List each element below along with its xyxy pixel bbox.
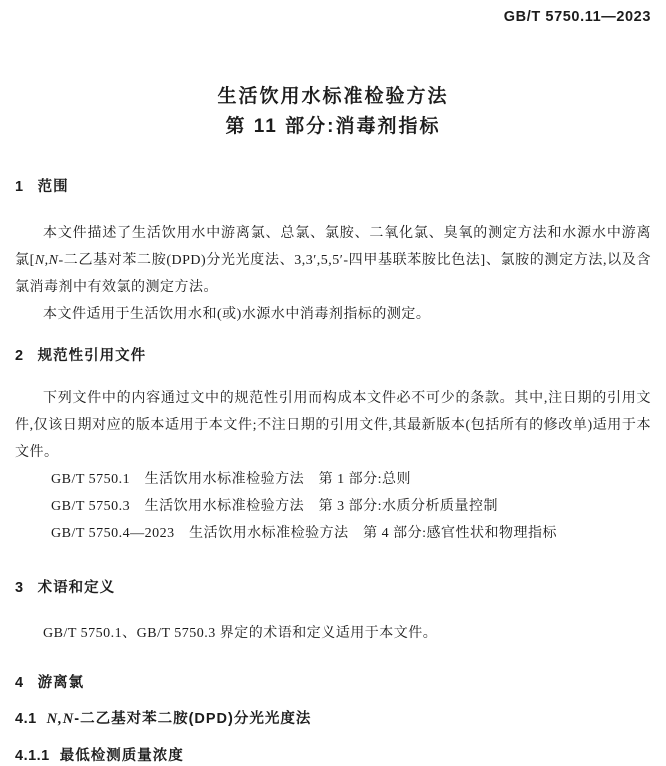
subsection-heading-min-detection [15,747,651,766]
section-heading-label: 范围 [37,179,69,195]
scope-paragraph-1-italic: N,N [34,253,59,268]
subsection-heading-italic: N,N [46,711,75,727]
subsection-number: 4.1.1 [15,748,50,764]
subsection-heading-label: -二乙基对苯二胺(DPD)分光光度法 [74,711,312,727]
section-number: 2 [15,348,24,364]
scope-paragraph-1-text-b: -二乙基对苯二胺(DPD)分光光度法、3,3′,5,5′-四甲基联苯胺比色法]、氯胺的测定方法,以及含氯消毒剂中有效氯的测定方法。 [15,253,651,295]
section-heading-normative-references [15,347,651,366]
subsection-heading-dpd-method [15,710,651,729]
document-title-line2: 第 11 部分:消毒剂指标 [225,116,441,137]
section-heading-label: 游离氯 [37,675,85,691]
standard-code: GB/T 5750.11—2023 [503,9,651,25]
section-number: 3 [15,580,24,596]
subsection-heading-label: 最低检测质量浓度 [59,748,184,764]
scope-paragraph-2: 本文件适用于生活饮用水和(或)水源水中消毒剂指标的测定。 [43,307,431,322]
section-heading-free-chlorine [15,674,651,693]
document-title-line1: 生活饮用水标准检验方法 [217,86,449,107]
section-heading-scope [15,178,651,197]
terms-paragraph: GB/T 5750.1、GB/T 5750.3 界定的术语和定义适用于本文件。 [43,626,438,641]
reference-item: GB/T 5750.1 生活饮用水标准检验方法 第 1 部分:总则 [51,472,412,487]
section-number: 1 [15,179,24,195]
scope-paragraph-1-text-a: 本文件描述了生活饮用水中游离氯、总氯、氯胺、二氧化氯、臭氧的测定方法和水源水中游离氯[ [15,226,651,268]
section-heading-label: 术语和定义 [37,580,116,596]
normative-references-intro: 下列文件中的内容通过文中的规范性引用而构成本文件必不可少的条款。其中,注日期的引用文件,仅该日期对应的版本适用于本文件;不注日期的引用文件,其最新版本(包括所有的修改单)适用于本文件。 [15,391,651,460]
section-heading-label: 规范性引用文件 [37,348,147,364]
subsection-number: 4.1 [15,711,37,727]
reference-item: GB/T 5750.4—2023 生活饮用水标准检验方法 第 4 部分:感官性状和物理指标 [51,526,558,541]
reference-item: GB/T 5750.3 生活饮用水标准检验方法 第 3 部分:水质分析质量控制 [51,499,499,514]
scope-paragraph-1 [15,220,651,301]
section-heading-terms [15,579,651,598]
section-number: 4 [15,675,24,691]
document-title [15,82,651,142]
